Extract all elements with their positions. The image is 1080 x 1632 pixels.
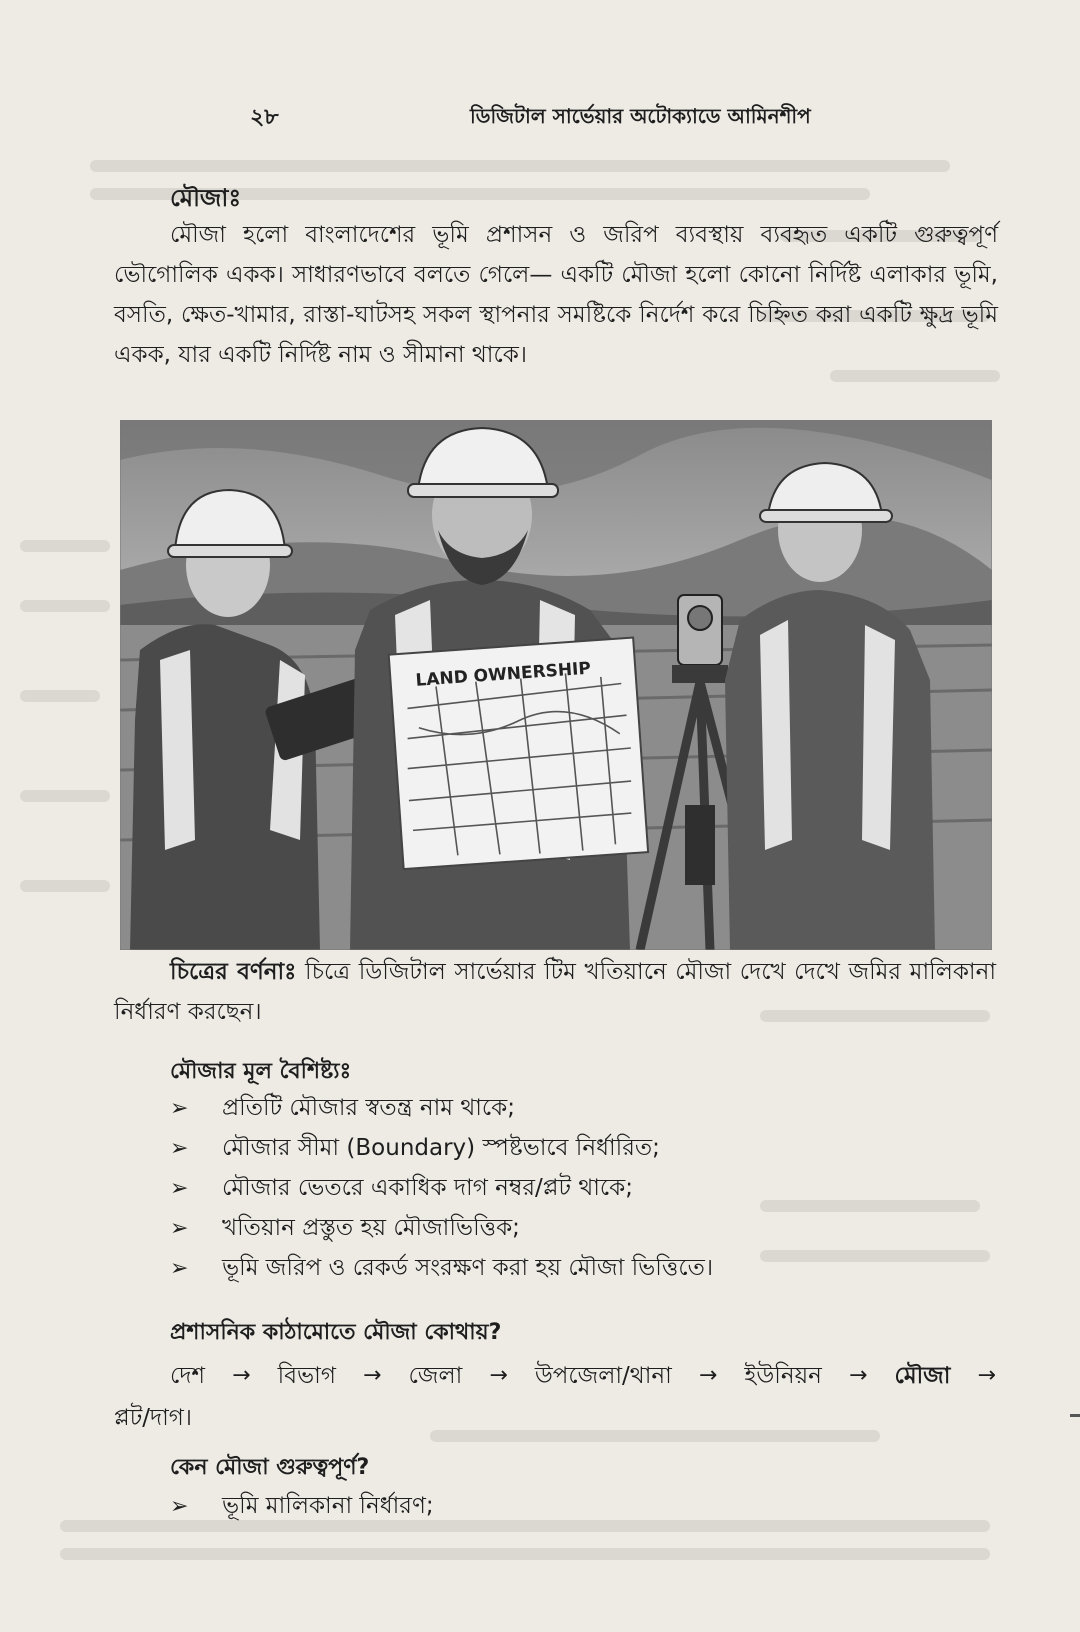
- page-header: [0, 100, 1080, 130]
- list-item: ➢ ভূমি মালিকানা নির্ধারণ;: [170, 1492, 434, 1519]
- land-ownership-map: [389, 638, 648, 870]
- map-label: LAND OWNERSHIP: [414, 658, 592, 691]
- features-list: [170, 1088, 713, 1288]
- running-title: ডিজিটাল সার্ভেয়ার অটোক্যাডে আমিনশীপ: [470, 104, 811, 128]
- importance-list: [170, 1486, 434, 1526]
- arrow-bullet-icon: ➢: [170, 1095, 189, 1121]
- level-division: বিভাগ: [277, 1363, 336, 1389]
- arrow-bullet-icon: ➢: [170, 1175, 189, 1201]
- arrow-bullet-icon: ➢: [170, 1135, 189, 1161]
- right-arrow-icon: →: [977, 1363, 996, 1388]
- arrow-bullet-icon: ➢: [170, 1493, 189, 1519]
- list-item: ➢ খতিয়ান প্রস্তুত হয় মৌজাভিত্তিক;: [170, 1214, 520, 1241]
- page-edge-mark: [1070, 1414, 1080, 1417]
- list-item: ➢ মৌজার ভেতরে একাধিক দাগ নম্বর/প্লট থাকে;: [170, 1174, 633, 1201]
- figure-caption: [114, 952, 996, 1032]
- level-plot: প্লট/দাগ।: [114, 1405, 193, 1431]
- right-arrow-icon: →: [489, 1363, 508, 1388]
- level-country: দেশ: [170, 1363, 206, 1389]
- level-upazila: উপজেলা/থানা: [534, 1363, 672, 1389]
- mouza-paragraph: মৌজা হলো বাংলাদেশের ভূমি প্রশাসন ও জরিপ ব্যবস্থায় ব্যবহৃত একটি গুরুত্বপূর্ণ ভৌগোলিক একক। সাধারণভাবে বলতে গেলে— একটি মৌজা হলো কোনো নির্দিষ্ট এলাকার ভূমি, বসতি, ক্ষেত-খামার, রাস্তা-ঘাটসহ সকল স্থাপনার সমষ্টিকে নির্দেশ করে চিহ্নিত করা একটি ক্ষুদ্র ভূমি একক, যার একটি নির্দিষ্ট নাম ও সীমানা থাকে।: [114, 222, 998, 368]
- importance-heading: কেন মৌজা গুরুত্বপূর্ণ?: [170, 1455, 370, 1480]
- list-item: ➢ মৌজার সীমা (Boundary) স্পষ্টভাবে নির্ধারিত;: [170, 1134, 660, 1161]
- level-district: জেলা: [408, 1363, 463, 1389]
- list-item: ➢ ভূমি জরিপ ও রেকর্ড সংরক্ষণ করা হয় মৌজা ভিত্তিতে।: [170, 1254, 714, 1281]
- hierarchy-heading: প্রশাসনিক কাঠামোতে মৌজা কোথায়?: [170, 1320, 502, 1345]
- right-arrow-icon: →: [363, 1363, 382, 1388]
- page-number: ২৮: [250, 105, 279, 130]
- admin-hierarchy-flow: [114, 1355, 996, 1439]
- mouza-heading: মৌজাঃ: [170, 184, 242, 212]
- right-arrow-icon: →: [848, 1363, 868, 1388]
- surveyor-team-illustration: [120, 420, 992, 950]
- level-mouza: মৌজা: [894, 1363, 951, 1389]
- level-union: ইউনিয়ন: [744, 1363, 822, 1389]
- list-item: ➢ প্রতিটি মৌজার স্বতন্ত্র নাম থাকে;: [170, 1094, 515, 1121]
- caption-text: চিত্রে ডিজিটাল সার্ভেয়ার টিম খতিয়ানে মৌজা দেখে দেখে জমির মালিকানা নির্ধারণ করছেন।: [114, 959, 996, 1025]
- caption-label: চিত্রের বর্ণনাঃ: [170, 959, 297, 985]
- features-heading: মৌজার মূল বৈশিষ্ট্যঃ: [170, 1059, 352, 1084]
- right-arrow-icon: →: [232, 1363, 251, 1388]
- arrow-bullet-icon: ➢: [170, 1215, 189, 1241]
- right-arrow-icon: →: [698, 1363, 718, 1388]
- arrow-bullet-icon: ➢: [170, 1255, 189, 1281]
